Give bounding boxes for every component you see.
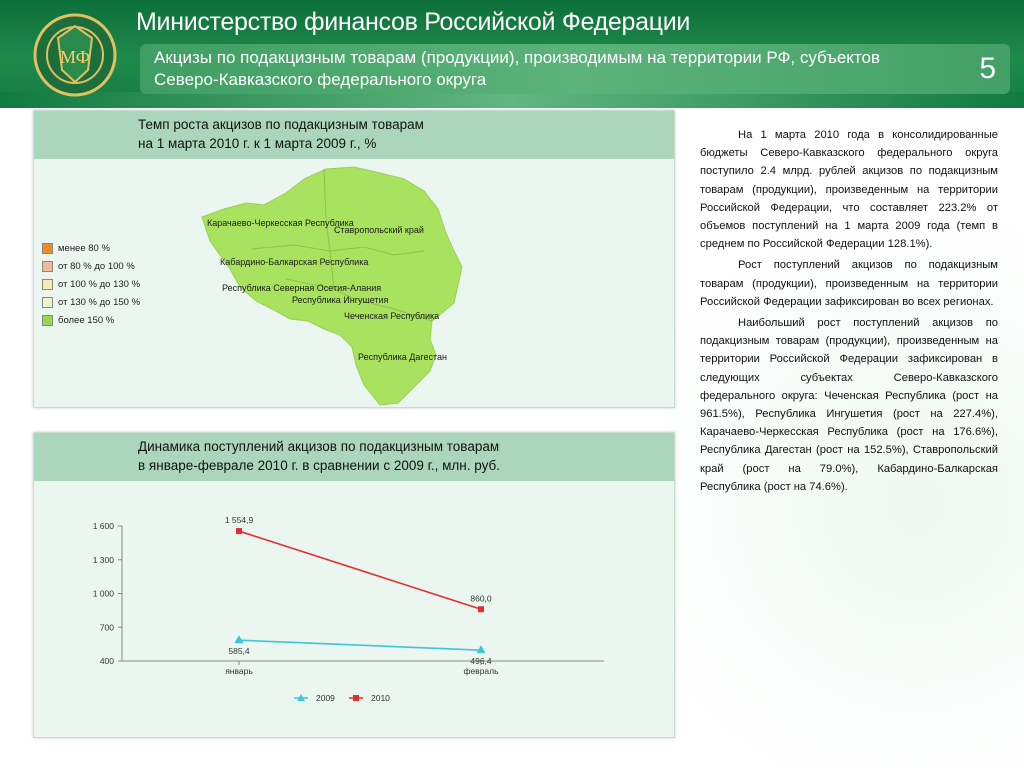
chart-panel-body [34, 481, 674, 737]
slide-title-box [140, 44, 1010, 94]
region-label-stavropol: Ставропольский край [334, 225, 424, 235]
region-label-ingushetia: Республика Ингушетия [292, 295, 389, 305]
map-title-line2: на 1 марта 2010 г. к 1 марта 2009 г., % [138, 136, 377, 151]
paragraph-3: Наибольший рост поступлений акцизов по подакцизным товарам (продукции), произведенным на территории Российской Федерации зафиксирован в следующих субъектах Северо-Кавказского федерального округа: Чеченская Республика (рост на 961.5%), Республика Ингушетия (рост на 227.4%), Карачаево-Черкесская Республика (рост на 176.6%), Республика Дагестан (рост на 152.5%), Ставропольский край (рост на 79.0%), Кабардино-Балкарская Республика (рост на 74.6%). [700, 317, 998, 493]
data-label: 496,4 [470, 656, 492, 667]
y-tick-label: 400 [99, 656, 114, 666]
x-tick-label: февраль [463, 666, 499, 676]
ministry-title: Министерство финансов Российской Федерации [136, 8, 691, 36]
legend-label: от 100 % до 130 % [58, 279, 141, 290]
map-title-line1: Темп роста акцизов по подакцизным товарам [138, 117, 424, 132]
data-point-2010 [236, 528, 242, 534]
slide-title: Акцизы по подакцизным товарам (продукции), производимым на территории РФ, субъектов Северо-Кавказского федерального округа [154, 48, 881, 89]
y-tick-label: 1 000 [92, 588, 114, 599]
region-label-kchr: Карачаево-Черкесская Республика [207, 218, 354, 228]
map-panel-header [34, 111, 674, 159]
series-line-2009 [239, 640, 481, 650]
paragraph-2: Рост поступлений акцизов по подакцизным товарам (продукции), произведенным на территории Российской Федерации зафиксирован во всех регионах. [700, 259, 998, 308]
region-label-chechnya: Чеченская Республика [344, 311, 440, 321]
data-label: 585,4 [228, 646, 250, 657]
paragraph-1: На 1 марта 2010 года в консолидированные бюджеты Северо-Кавказского федерального округа поступило 2.4 млрд. рублей акцизов по подакцизным товарам (продукции), произведенным на территории Российской Федерации, что составляет 223.2% от объемов поступлений на 1 марта 2009 года (темп в среднем по Российской Федерации 128.1%). [700, 129, 998, 251]
chart-panel-header [34, 433, 674, 481]
legend-label: от 130 % до 150 % [58, 297, 141, 308]
series-line-2010 [239, 531, 481, 609]
region-label-kbr: Кабардино-Балкарская Республика [220, 257, 369, 267]
ministry-emblem-icon [28, 8, 122, 102]
map-panel-title [138, 115, 424, 153]
legend-label: более 150 % [58, 315, 115, 326]
legend-label: менее 80 % [58, 243, 110, 254]
line-chart [34, 481, 674, 737]
chart-title-line2: в январе-феврале 2010 г. в сравнении с 2009 г., млн. руб. [138, 458, 501, 473]
data-point-2009 [477, 645, 486, 653]
region-label-dagestan: Республика Дагестан [358, 352, 447, 362]
chart-legend-label: 2009 [316, 693, 335, 703]
header-stripe [0, 92, 1024, 108]
svg-text:МФ: МФ [60, 47, 90, 67]
description-text [700, 126, 998, 499]
chart-title-line1: Динамика поступлений акцизов по подакцизным товарам [138, 439, 500, 454]
y-tick-label: 1 300 [92, 554, 114, 565]
data-label: 1 554,9 [224, 515, 254, 526]
chart-legend-label: 2010 [371, 693, 390, 703]
x-tick-label: январь [225, 666, 253, 676]
header [0, 0, 1024, 108]
data-point-2010 [478, 606, 484, 612]
map-panel [33, 110, 675, 408]
data-label: 860,0 [470, 593, 492, 604]
y-tick-label: 1 600 [92, 521, 114, 531]
map-panel-body [34, 159, 674, 407]
data-point-2009 [235, 635, 244, 643]
y-tick-label: 700 [99, 622, 114, 633]
chart-panel-title [138, 437, 500, 475]
region-label-osetia: Республика Северная Осетия-Алания [222, 283, 382, 293]
chart-panel [33, 432, 675, 738]
legend-marker-2010 [353, 695, 359, 701]
slide-number: 5 [979, 52, 996, 85]
legend-label: от 80 % до 100 % [58, 261, 135, 272]
